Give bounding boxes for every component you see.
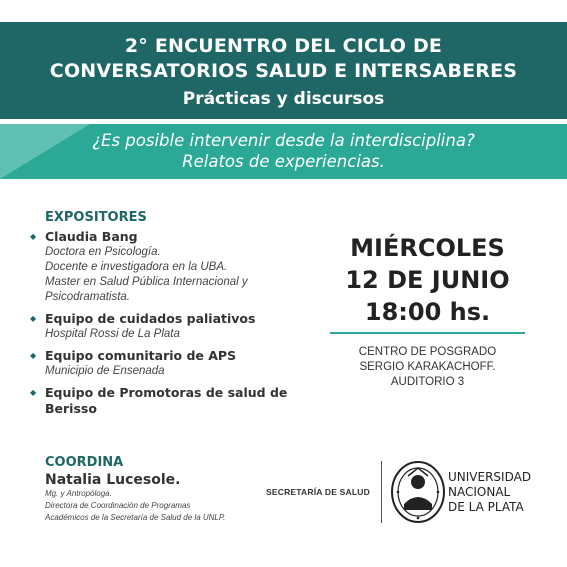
header-title-line1: 2° ENCUENTRO DEL CICLO DE — [124, 35, 443, 57]
question-line2: Relatos de experiencias. — [182, 152, 385, 171]
speaker-item — [30, 348, 290, 379]
header-banner — [0, 22, 567, 119]
expositores-title: EXPOSITORES — [45, 210, 147, 225]
date-divider — [330, 332, 525, 334]
coordinator-detail: Académicos de la Secretaría de Salud de la UNLP. — [45, 513, 226, 522]
venue-line1: CENTRO DE POSGRADO — [358, 346, 497, 358]
event-day: MIÉRCOLES — [350, 234, 505, 262]
speaker-name: Claudia Bang — [45, 229, 138, 244]
speaker-item — [30, 311, 290, 342]
diamond-bullet-icon: ◆ — [30, 351, 37, 360]
speaker-detail: Hospital Rossi de La Plata — [45, 328, 180, 340]
speaker-name: Equipo de Promotoras de salud de — [45, 385, 288, 400]
event-date-block — [330, 232, 525, 328]
unlp-name — [448, 470, 531, 515]
diamond-bullet-icon: ◆ — [30, 388, 37, 397]
speaker-detail: Docente e investigadora en la UBA. — [45, 261, 228, 273]
unlp-seal-icon — [390, 460, 446, 524]
event-time: 18:00 hs. — [364, 298, 491, 326]
header-title-line2: CONVERSATORIOS SALUD E INTERSABERES — [49, 60, 518, 82]
coordina-title: COORDINA — [45, 455, 124, 470]
secretaria-salud-label: SECRETARÍA DE SALUD — [266, 487, 370, 497]
coordinator-detail: Directora de Coordinación de Programas — [45, 501, 191, 510]
unlp-line1: UNIVERSIDAD — [448, 470, 532, 484]
question-band — [0, 124, 567, 179]
event-date: 12 DE JUNIO — [345, 266, 510, 294]
coordinator-name: Natalia Lucesole. — [45, 472, 181, 488]
coordinator-detail: Mg. y Antropóloga. — [45, 489, 112, 498]
diamond-bullet-icon: ◆ — [30, 314, 37, 323]
event-venue — [330, 345, 525, 390]
footer-divider — [381, 461, 382, 523]
venue-line2: SERGIO KARAKACHOFF. — [359, 361, 496, 373]
speaker-item — [30, 385, 290, 417]
unlp-line2: NACIONAL — [448, 485, 511, 499]
question-line1: ¿Es posible intervenir desde la interdisciplina? — [92, 131, 475, 150]
speaker-detail: Doctora en Psicología. — [45, 246, 161, 258]
coordina-block — [45, 455, 285, 524]
unlp-line3: DE LA PLATA — [448, 500, 524, 514]
speaker-name: Equipo de cuidados paliativos — [45, 311, 256, 326]
speaker-detail: Psicodramatista. — [45, 291, 131, 303]
speaker-name-cont: Berisso — [45, 401, 97, 416]
venue-line3: AUDITORIO 3 — [390, 376, 465, 388]
speaker-detail: Master en Salud Pública Internacional y — [45, 276, 248, 288]
speaker-list — [30, 229, 290, 423]
speaker-detail: Municipio de Ensenada — [45, 365, 165, 377]
diamond-bullet-icon: ◆ — [30, 232, 37, 241]
speaker-item — [30, 229, 290, 305]
header-subtitle: Prácticas y discursos — [182, 89, 385, 109]
speaker-name: Equipo comunitario de APS — [45, 348, 237, 363]
